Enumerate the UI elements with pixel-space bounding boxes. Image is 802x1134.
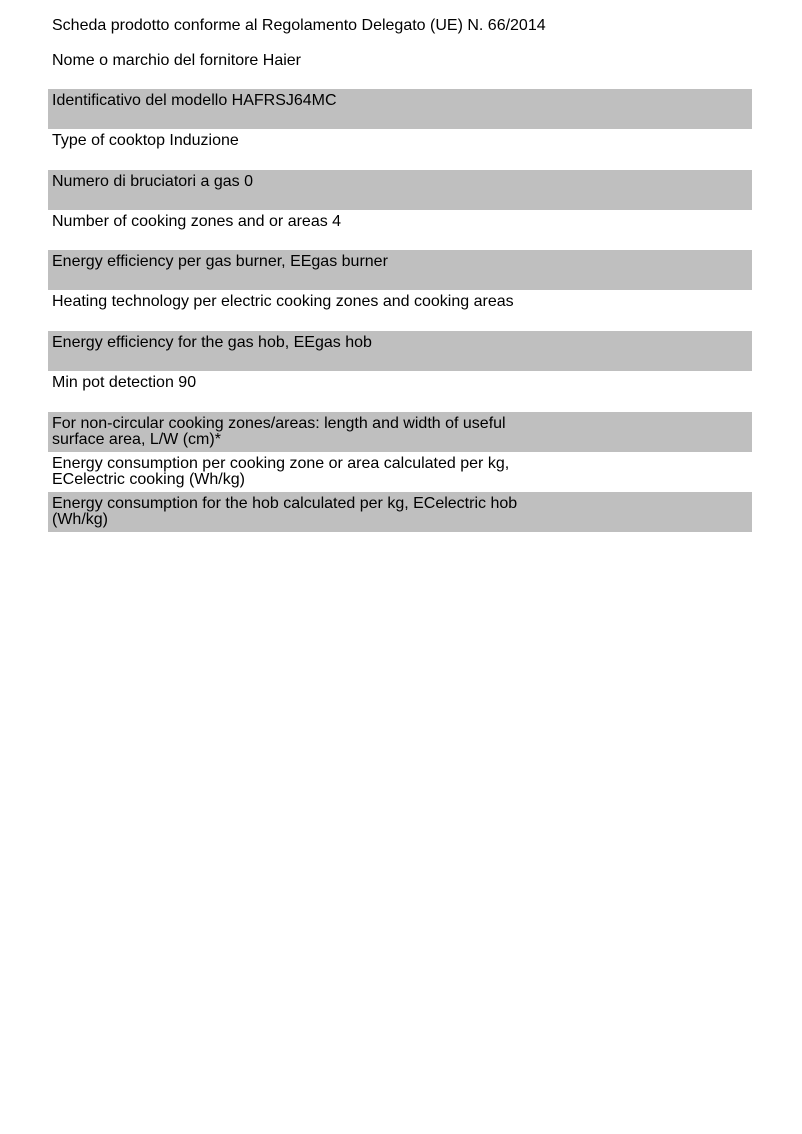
document-title: Scheda prodotto conforme al Regolamento Delegato (UE) N. 66/2014 bbox=[52, 17, 546, 34]
non-circular-zones-row bbox=[48, 412, 752, 452]
row-line: Energy consumption per cooking zone or area calculated per kg, bbox=[52, 455, 510, 472]
row-line: Energy consumption for the hob calculated per kg, ECelectric hob bbox=[52, 495, 518, 512]
row-line: ECelectric cooking (Wh/kg) bbox=[52, 471, 245, 488]
heating-technology-row: Heating technology per electric cooking zones and cooking areas bbox=[52, 293, 514, 310]
model-identifier-row: Identificativo del modello HAFRSJ64MC bbox=[48, 89, 752, 129]
supplier-row: Nome o marchio del fornitore Haier bbox=[52, 52, 301, 69]
gas-burner-efficiency-row: Energy efficiency per gas burner, EEgas burner bbox=[48, 250, 752, 290]
gas-hob-efficiency-row: Energy efficiency for the gas hob, EEgas hob bbox=[48, 331, 752, 371]
energy-per-zone-row bbox=[48, 452, 752, 492]
min-pot-detection-row: Min pot detection 90 bbox=[52, 374, 197, 391]
cooking-zones-row: Number of cooking zones and or areas 4 bbox=[52, 213, 342, 230]
gas-burners-row: Numero di bruciatori a gas 0 bbox=[48, 170, 752, 210]
row-line: For non-circular cooking zones/areas: length and width of useful bbox=[52, 415, 506, 432]
row-line: surface area, L/W (cm)* bbox=[52, 431, 221, 448]
row-line: (Wh/kg) bbox=[52, 511, 108, 528]
energy-per-hob-row bbox=[48, 492, 752, 532]
cooktop-type-row: Type of cooktop Induzione bbox=[52, 132, 239, 149]
